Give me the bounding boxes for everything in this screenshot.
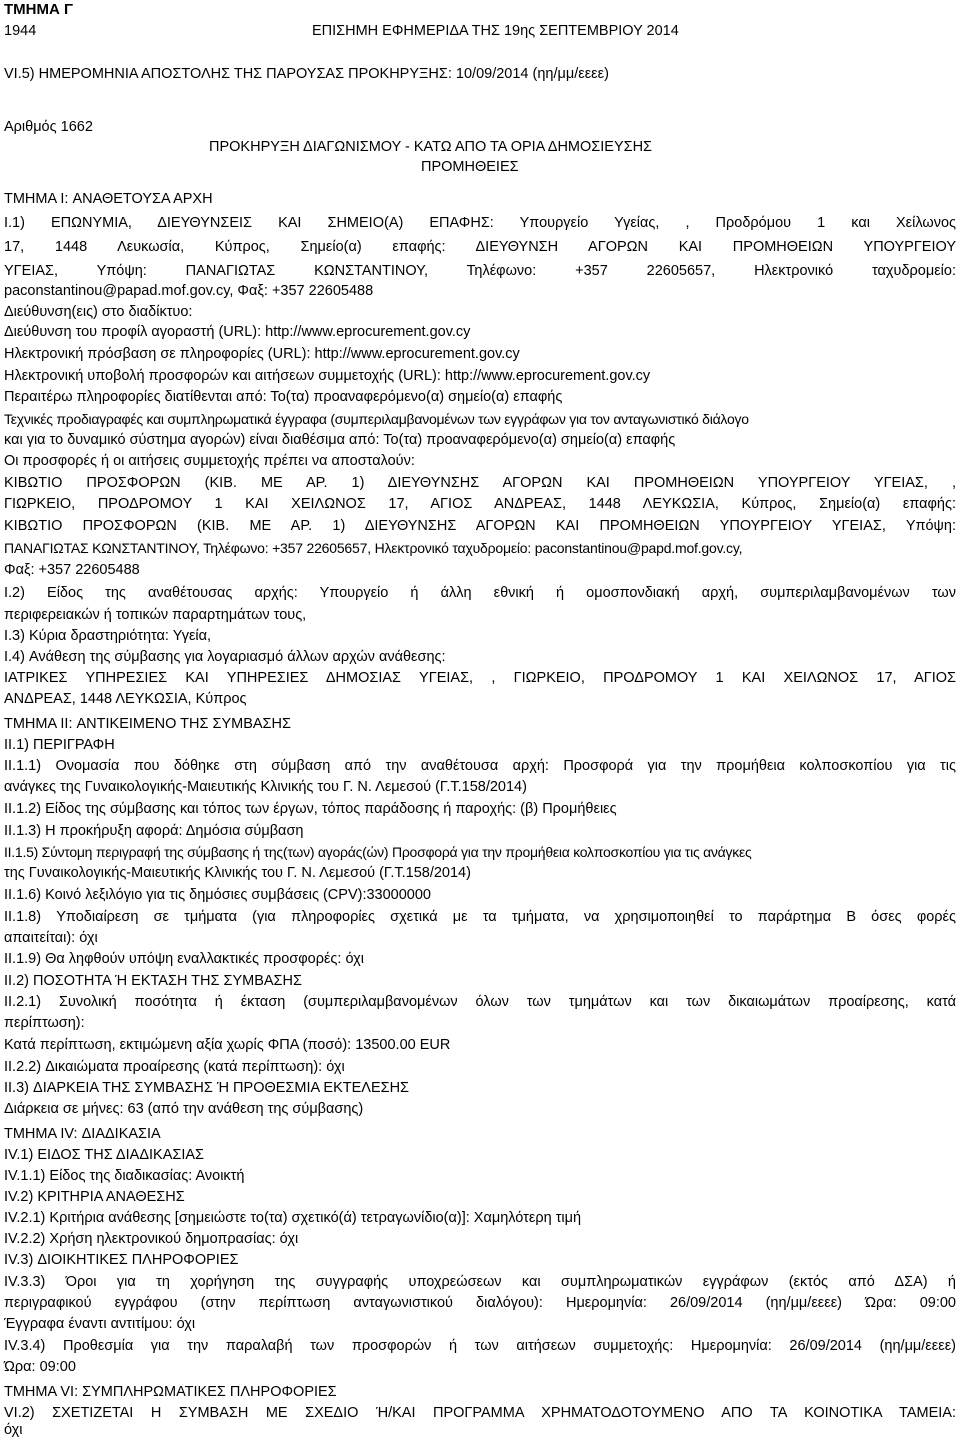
text-line: Διάρκεια σε μήνες: 63 (από την ανάθεση της σύμβασης)	[4, 1101, 364, 1117]
text-line: ΚΙΒΩΤΙΟ ΠΡΟΣΦΟΡΩΝ (ΚΙΒ. ΜΕ ΑΡ. 1) ΔΙΕΥΘΥΝΣΗΣ ΑΓΟΡΩΝ ΚΑΙ ΠΡΟΜΗΘΕΙΩΝ ΥΠΟΥΡΓΕΙΟΥ ΥΓΕΙΑΣ, ,	[4, 475, 956, 491]
text-line: II.1.5) Σύντομη περιγραφή της σύμβασης ή της(των) αγοράς(ών) Προσφορά για την προμήθεια κολποσκοπίου για τις ανάγκες	[4, 844, 752, 860]
text-line: ΑΝΔΡΕΑΣ, 1448 ΛΕΥΚΩΣΙΑ, Κύπρος	[4, 691, 247, 707]
gazette-title: ΕΠΙΣΗΜΗ ΕΦΗΜΕΡΙΔΑ ΤΗΣ 19ης ΣΕΠΤΕΜΒΡΙΟΥ 2014	[312, 23, 679, 39]
section-heading: ΤΜΗΜΑ VI: ΣΥΜΠΛΗΡΩΜΑΤΙΚΕΣ ΠΛΗΡΟΦΟΡΙΕΣ	[4, 1384, 337, 1400]
text-line: IV.2.2) Χρήση ηλεκτρονικού δημοπρασίας: όχι	[4, 1231, 299, 1247]
section-heading: ΤΜΗΜΑ II: ΑΝΤΙΚΕΙΜΕΝΟ ΤΗΣ ΣΥΜΒΑΣΗΣ	[4, 716, 291, 732]
text-line: και για το δυναμικό σύστημα αγορών) είναι διαθέσιμα από: Το(τα) προαναφερόμενο(α) σημείο(α) επαφής	[4, 432, 676, 448]
text-line: Ηλεκτρονική πρόσβαση σε πληροφορίες (URL): http://www.eprocurement.gov.cy	[4, 346, 520, 362]
text-line: ΥΓΕΙΑΣ, Υπόψη: ΠΑΝΑΓΙΩΤΑΣ ΚΩΝΣΤΑΝΤΙΝΟΥ, Τηλέφωνο: +357 22605657, Ηλεκτρονικό ταχυδρομείο:	[4, 263, 956, 279]
text-line: IV.1) ΕΙΔΟΣ ΤΗΣ ΔΙΑΔΙΚΑΣΙΑΣ	[4, 1147, 204, 1163]
estimated-value-line: Κατά περίπτωση, εκτιμώμενη αξία χωρίς ΦΠΑ (ποσό): 13500.00 EUR	[4, 1037, 451, 1053]
text-line: Διεύθυνση(εις) στο διαδίκτυο:	[4, 304, 193, 320]
text-line: ανάγκες της Γυναικολογικής-Μαιευτικής Κλινικής του Γ. Ν. Λεμεσού (Γ.Τ.158/2014)	[4, 779, 527, 795]
notice-title: ΠΡΟΚΗΡΥΞΗ ΔΙΑΓΩΝΙΣΜΟΥ - ΚΑΤΩ ΑΠΟ ΤΑ ΟΡΙΑ ΔΗΜΟΣΙΕΥΣΗΣ	[209, 139, 653, 155]
text-line: IV.2) ΚΡΙΤΗΡΙΑ ΑΝΑΘΕΣΗΣ	[4, 1189, 185, 1205]
notice-number: Αριθμός 1662	[4, 119, 93, 135]
text-line: περιφερειακών ή τοπικών παραρτημάτων τους,	[4, 607, 307, 623]
text-line: II.1.3) Η προκήρυξη αφορά: Δημόσια σύμβαση	[4, 823, 304, 839]
section-heading: ΤΜΗΜΑ I: ΑΝΑΘΕΤΟΥΣΑ ΑΡΧΗ	[4, 191, 213, 207]
text-line: VI.2) ΣΧΕΤΙΖΕΤΑΙ Η ΣΥΜΒΑΣΗ ΜΕ ΣΧΕΔΙΟ Ή/ΚΑΙ ΠΡΟΓΡΑΜΜΑ ΧΡΗΜΑΤΟΔΟΤΟΥΜΕΝΟ ΑΠΟ ΤΑ ΚΟΙΝΟΤΙΚΑ ΤΑΜΕΙΑ:	[4, 1405, 956, 1421]
text-line: 17, 1448 Λευκωσία, Κύπρος, Σημείο(α) επαφής: ΔΙΕΥΘΥΝΣΗ ΑΓΟΡΩΝ ΚΑΙ ΠΡΟΜΗΘΕΙΩΝ ΥΠΟΥΡΓΕΙΟΥ	[4, 239, 956, 255]
text-line: Οι προσφορές ή οι αιτήσεις συμμετοχής πρέπει να αποσταλούν:	[4, 453, 415, 469]
text-line: IV.3.3) Όροι για τη χορήγηση της συγγραφής υποχρεώσεων και συμπληρωματικών εγγράφων (εκτός από ΔΣΑ) ή	[4, 1274, 956, 1290]
text-line: Έγγραφα έναντι αντιτίμου: όχι	[4, 1316, 196, 1332]
text-line: Περαιτέρω πληροφορίες διατίθενται από: Το(τα) προαναφερόμενο(α) σημείο(α) επαφής	[4, 389, 563, 405]
text-line: I.4) Ανάθεση της σύμβασης για λογαριασμό άλλων αρχών ανάθεσης:	[4, 649, 446, 665]
text-line: II.1.1) Ονομασία που δόθηκε στη σύμβαση από την αναθέτουσα αρχή: Προσφορά για την προμήθεια κολποσκοπίου για τις	[4, 758, 956, 774]
text-line: ΓΙΩΡΚΕΙΟ, ΠΡΟΔΡΟΜΟΥ 1 ΚΑΙ ΧΕΙΛΩΝΟΣ 17, ΑΓΙΟΣ ΑΝΔΡΕΑΣ, 1448 ΛΕΥΚΩΣΙΑ, Κύπρος, Σημείο(α) επαφής:	[4, 496, 956, 512]
text-line: Τεχνικές προδιαγραφές και συμπληρωματικά έγγραφα (συμπεριλαμβανομένων των εγγράφων για τον ανταγωνιστικό διάλογο	[4, 411, 749, 427]
dispatch-date-line: VI.5) ΗΜΕΡΟΜΗΝΙΑ ΑΠΟΣΤΟΛΗΣ ΤΗΣ ΠΑΡΟΥΣΑΣ ΠΡΟΚΗΡΥΞΗΣ: 10/09/2014 (ηη/μμ/εεεε)	[4, 66, 609, 82]
text-line: I.3) Κύρια δραστηριότητα: Υγεία,	[4, 628, 212, 644]
text-line: IV.1.1) Είδος της διαδικασίας: Ανοικτή	[4, 1168, 245, 1184]
text-line: II.1) ΠΕΡΙΓΡΑΦΗ	[4, 737, 115, 753]
text-line: I.1) ΕΠΩΝΥΜΙΑ, ΔΙΕΥΘΥΝΣΕΙΣ ΚΑΙ ΣΗΜΕΙΟ(Α) ΕΠΑΦΗΣ: Υπουργείο Υγείας, , Προδρόμου 1 και Χείλωνος	[4, 215, 956, 231]
text-line: paconstantinou@papad.mof.gov.cy, Φαξ: +357 22605488	[4, 283, 374, 299]
text-line: ΙΑΤΡΙΚΕΣ ΥΠΗΡΕΣΙΕΣ ΚΑΙ ΥΠΗΡΕΣΙΕΣ ΔΗΜΟΣΙΑΣ ΥΓΕΙΑΣ, , ΓΙΩΡΚΕΙΟ, ΠΡΟΔΡΟΜΟΥ 1 ΚΑΙ ΧΕΙΛΩΝΟΣ 17, ΑΓΙΟΣ	[4, 670, 956, 686]
text-line: II.1.6) Κοινό λεξιλόγιο για τις δημόσιες συμβάσεις (CPV):33000000	[4, 887, 431, 903]
notice-subtitle: ΠΡΟΜΗΘΕΙΕΣ	[421, 159, 519, 175]
text-line: II.1.8) Υποδιαίρεση σε τμήματα (για πληροφορίες σχετικά με τα τμήματα, να χρησιμοποιηθεί το παράρτημα Β όσες φορές	[4, 909, 956, 925]
text-line: Ηλεκτρονική υποβολή προσφορών και αιτήσεων συμμετοχής (URL): http://www.eprocurement.gov.cy	[4, 368, 651, 384]
text-line: ΠΑΝΑΓΙΩΤΑΣ ΚΩΝΣΤΑΝΤΙΝΟΥ, Τηλέφωνο: +357 22605657, Ηλεκτρονικό ταχυδρομείο: paconstantinou@papd.mof.gov.cy,	[4, 540, 743, 556]
text-line: IV.2.1) Κριτήρια ανάθεσης [σημειώστε το(τα) σχετικό(ά) τετραγωνίδιο(α)]: Χαμηλότερη τιμή	[4, 1210, 582, 1226]
text-line: περιγραφικού εγγράφου (στην περίπτωση ανταγωνιστικού διαλόγου): Ημερομηνία: 26/09/2014 (ηη/μμ/εεεε) Ώρα: 09:00	[4, 1295, 956, 1311]
text-line: II.2) ΠΟΣΟΤΗΤΑ Ή ΕΚΤΑΣΗ ΤΗΣ ΣΥΜΒΑΣΗΣ	[4, 973, 302, 989]
text-line: Φαξ: +357 22605488	[4, 562, 140, 578]
text-line: της Γυναικολογικής-Μαιευτικής Κλινικής του Γ. Ν. Λεμεσού (Γ.Τ.158/2014)	[4, 865, 471, 881]
text-line: IV.3.4) Προθεσμία για την παραλαβή των προσφορών ή των αιτήσεων συμμετοχής: Ημερομηνία: 26/09/2014 (ηη/μμ/εεεε)	[4, 1338, 956, 1354]
page-number: 1944	[4, 23, 37, 39]
text-line: II.1.2) Είδος της σύμβασης και τόπος των έργων, τόπος παράδοσης ή παροχής: (β) Προμήθειες	[4, 801, 617, 817]
text-line: IV.3) ΔΙΟΙΚΗΤΙΚΕΣ ΠΛΗΡΟΦΟΡΙΕΣ	[4, 1252, 239, 1268]
text-line: περίπτωση):	[4, 1015, 85, 1031]
text-line: Ώρα: 09:00	[4, 1359, 76, 1375]
section-label: ΤΜΗΜΑ Γ	[4, 1, 74, 18]
text-line: απαιτείται): όχι	[4, 930, 98, 946]
text-line: II.1.9) Θα ληφθούν υπόψη εναλλακτικές προσφορές: όχι	[4, 951, 364, 967]
text-line: II.3) ΔΙΑΡΚΕΙΑ ΤΗΣ ΣΥΜΒΑΣΗΣ Ή ΠΡΟΘΕΣΜΙΑ ΕΚΤΕΛΕΣΗΣ	[4, 1080, 410, 1096]
text-line: I.2) Είδος της αναθέτουσας αρχής: Υπουργείο ή άλλη εθνική ή ομοσπονδιακή αρχή, συμπεριλαμβανομένων των	[4, 585, 956, 601]
text-line: ΚΙΒΩΤΙΟ ΠΡΟΣΦΟΡΩΝ (ΚΙΒ. ΜΕ ΑΡ. 1) ΔΙΕΥΘΥΝΣΗΣ ΑΓΟΡΩΝ ΚΑΙ ΠΡΟΜΗΘΕΙΩΝ ΥΠΟΥΡΓΕΙΟΥ ΥΓΕΙΑΣ, Υπόψη:	[4, 518, 956, 534]
section-heading: ΤΜΗΜΑ IV: ΔΙΑΔΙΚΑΣΙΑ	[4, 1126, 161, 1142]
text-line: όχι	[4, 1422, 23, 1438]
text-line: Διεύθυνση του προφίλ αγοραστή (URL): http://www.eprocurement.gov.cy	[4, 324, 471, 340]
text-line: II.2.1) Συνολική ποσότητα ή έκταση (συμπεριλαμβανομένων όλων των τμημάτων και των δικαιωμάτων προαίρεσης, κατά	[4, 994, 956, 1010]
text-line: II.2.2) Δικαιώματα προαίρεσης (κατά περίπτωση): όχι	[4, 1059, 345, 1075]
